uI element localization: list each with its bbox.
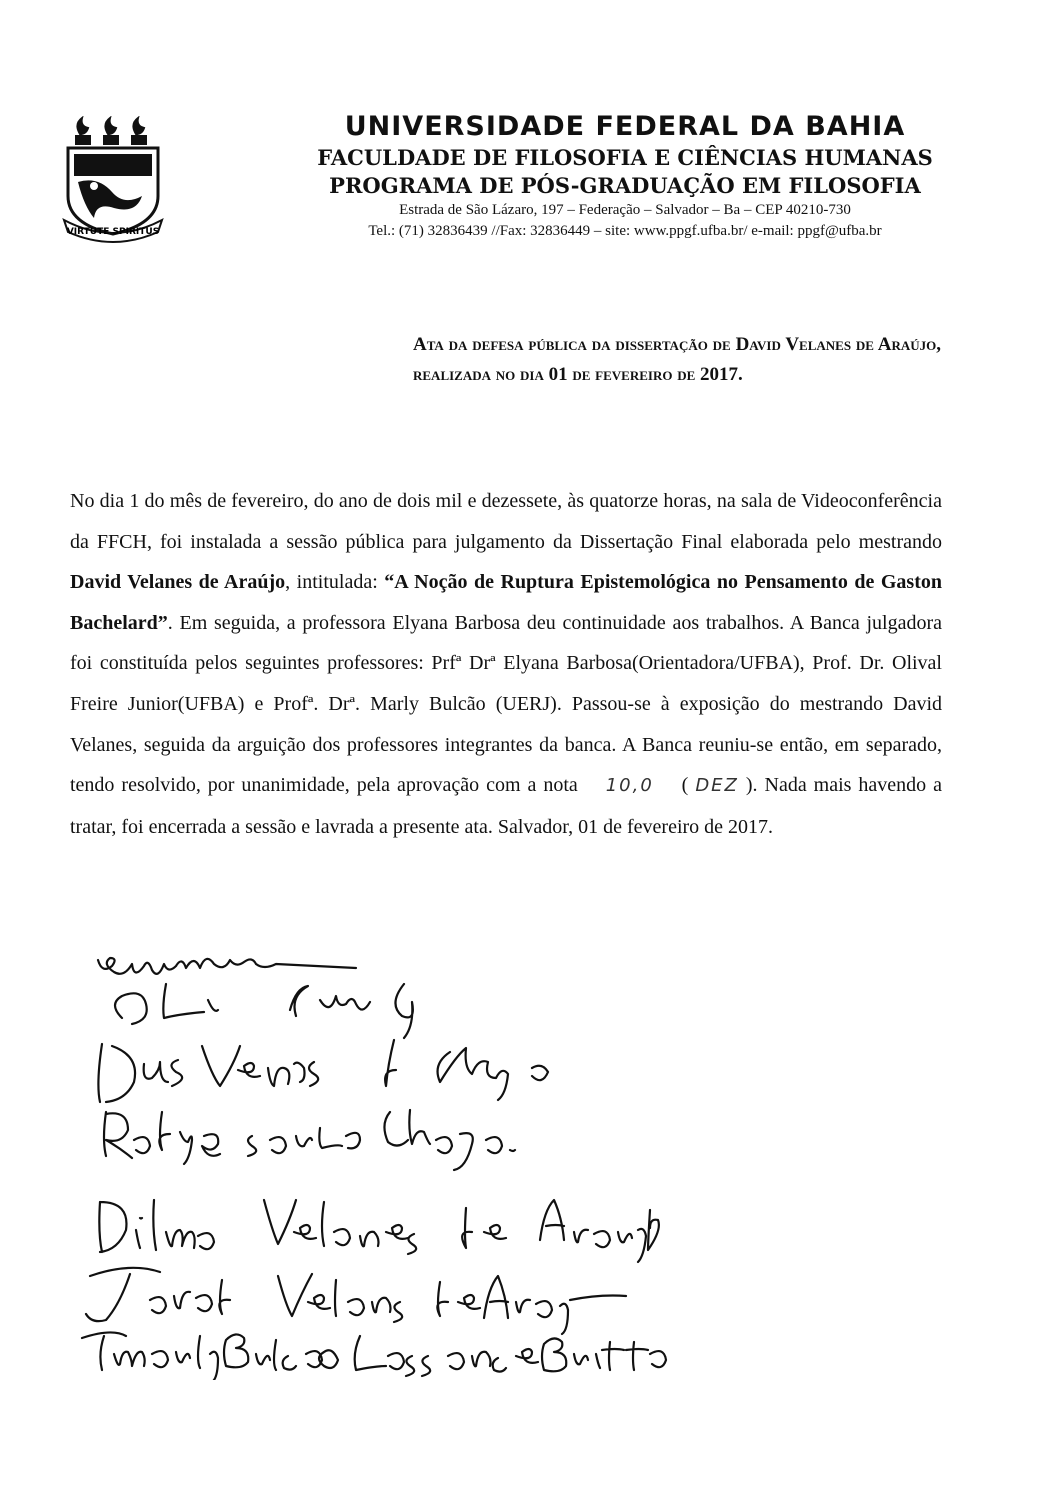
faculty-name: FACULDADE DE FILOSOFIA E CIÊNCIAS HUMANAS: [317, 145, 933, 170]
signature-rodrigo-souza-chagas: [104, 1110, 515, 1170]
minutes-body: [70, 481, 942, 847]
university-name: UNIVERSIDADE FEDERAL DA BAHIA: [344, 111, 906, 142]
thesis-title: “A Noção de Ruptura Epistemológica no Pensamento de Gaston Bachelard”: [70, 571, 942, 634]
grade-words-open: (: [674, 774, 696, 797]
ufba-crest-icon: [58, 116, 168, 244]
grade-words-close: ): [738, 774, 753, 797]
institution-header: [280, 110, 970, 242]
letterhead: [40, 108, 1025, 250]
grade-handwritten: 10,0: [605, 775, 654, 797]
signature-elyana-barbosa: [98, 958, 356, 974]
signature-david-velanes-de-araujo: [86, 1268, 626, 1334]
body-part-1: No dia 1 do mês de fevereiro, do ano de dois mil e dezessete, às quatorze horas, na sala de Videoconferência da FFCH, foi instalada a sessão pública para julgamento da Dissertação Final elaborada pelo mestrando: [70, 490, 942, 553]
body-part-4: . Nada mais havendo a tratar, foi encerrada a sessão e lavrada a presente ata. Salvador, 01 de fevereiro de 2017.: [70, 774, 943, 838]
signatures-block: [70, 940, 790, 1380]
grade-words-handwritten: DEZ: [695, 775, 739, 797]
program-name: PROGRAMA DE PÓS-GRADUAÇÃO EM FILOSOFIA: [329, 173, 921, 198]
address-line: Estrada de São Lázaro, 197 – Federação – Salvador – Ba – CEP 40210-730: [399, 202, 851, 218]
crest-motto: VIRTUTE SPIRITUS: [66, 227, 160, 237]
contact-line: Tel.: (71) 32836439 //Fax: 32836449 – site: www.ppgf.ufba.br/ e-mail: ppgf@ufba.br: [368, 223, 882, 239]
signature-marly-bulcao-lassance-britto: [82, 1332, 666, 1380]
signature-luis-velanes-de-araujo: [98, 1040, 548, 1102]
signature-olival-freire-jr: [115, 984, 413, 1038]
student-name: David Velanes de Araújo: [70, 571, 286, 594]
document-title: Ata da defesa pública da dissertação de David Velanes de Araújo, realizada no dia 01 de fevereiro de 2017.: [413, 334, 941, 385]
signature-dilma-velanes-de-araujo: [99, 1200, 659, 1262]
body-part-2: , intitulada:: [285, 571, 385, 594]
body-part-3: . Em seguida, a professora Elyana Barbosa deu continuidade aos trabalhos. A Banca julgadora foi constituída pelos seguintes professores: Prfª Drª Elyana Barbosa(Orientadora/UFBA), Prof. Dr. Olival Freire Junior(UFBA) e Profª. Drª. Marly Bulcão (UERJ). Passou-se à exposição do mestrando David Velanes, seguida da arguição dos professores integrantes da banca. A Banca reuniu-se então, em separado, tendo resolvido, por unanimidade, pela aprovação com a nota: [70, 611, 942, 797]
